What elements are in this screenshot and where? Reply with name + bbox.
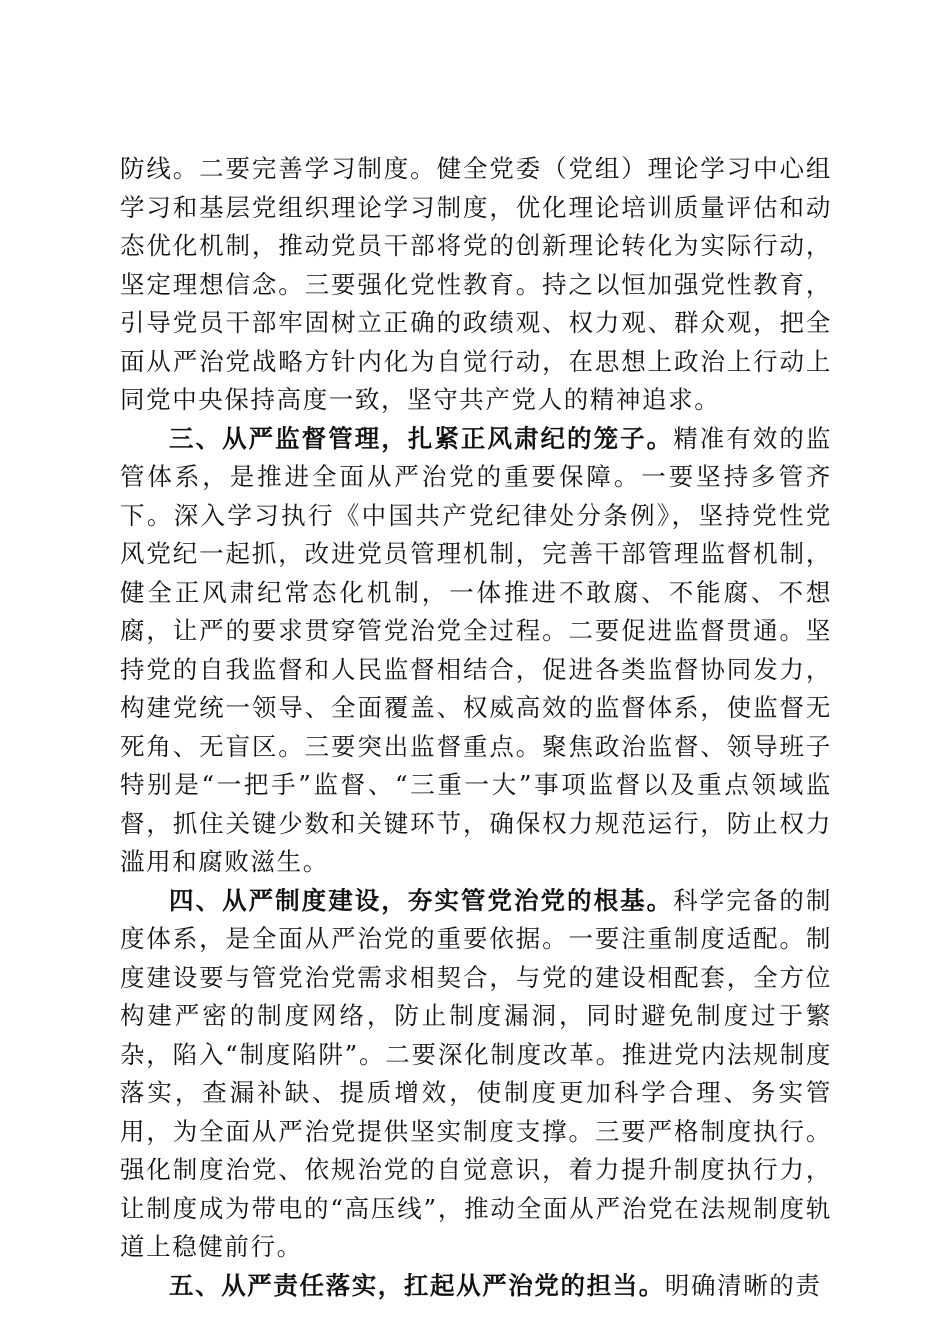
paragraph-section-five [120,1267,832,1306]
paragraph-section-four [120,882,832,1267]
paragraph-section-three [120,420,832,882]
section-heading: 四、从严制度建设，夯实管党治党的根基。 [169,885,674,915]
document-body [120,150,832,1305]
section-heading: 三、从严监督管理，扎紧正风肃纪的笼子。 [169,423,674,453]
paragraph-text: 精准有效的监管体系，是推进全面从严治党的重要保障。一要坚持多管齐下。深入学习执行《中国共产党纪律处分条例》，坚持党性党风党纪一起抓，改进党员管理机制，完善干部管理监督机制，健全正风肃纪常态化机制，一体推进不敢腐、不能腐、不想腐，让严的要求贯穿管党治党全过程。二要促进监督贯通。坚持党的自我监督和人民监督相结合，促进各类监督协同发力，构建党统一领导、全面覆盖、权威高效的监督体系，使监督无死角、无盲区。三要突出监督重点。聚焦政治监督、领导班子特别是“一把手”监督、“三重一大”事项监督以及重点领域监督，抓住关键少数和关键环节，确保权力规范运行，防止权力滥用和腐败滋生。 [120,423,832,876]
section-heading: 五、从严责任落实，扛起从严治党的担当。 [169,1270,665,1300]
paragraph-text: 科学完备的制度体系，是全面从严治党的重要依据。一要注重制度适配。制度建设要与管党治党需求相契合，与党的建设相配套，全方位构建严密的制度网络，防止制度漏洞，同时避免制度过于繁杂，陷入“制度陷阱”。二要深化制度改革。推进党内法规制度落实，查漏补缺、提质增效，使制度更加科学合理、务实管用，为全面从严治党提供坚实制度支撑。三要严格制度执行。强化制度治党、依规治党的自觉意识，着力提升制度执行力，让制度成为带电的“高压线”，推动全面从严治党在法规制度轨道上稳健前行。 [120,885,832,1261]
paragraph-text: 防线。二要完善学习制度。健全党委（党组）理论学习中心组学习和基层党组织理论学习制度，优化理论培训质量评估和动态优化机制，推动党员干部将党的创新理论转化为实际行动，坚定理想信念。三要强化党性教育。持之以恒加强党性教育，引导党员干部牢固树立正确的政绩观、权力观、群众观，把全面从严治党战略方针内化为自觉行动，在思想上政治上行动上同党中央保持高度一致，坚守共产党人的精神追求。 [120,154,832,414]
paragraph-continued [120,150,832,420]
paragraph-text: 明确清晰的责 [664,1270,822,1300]
